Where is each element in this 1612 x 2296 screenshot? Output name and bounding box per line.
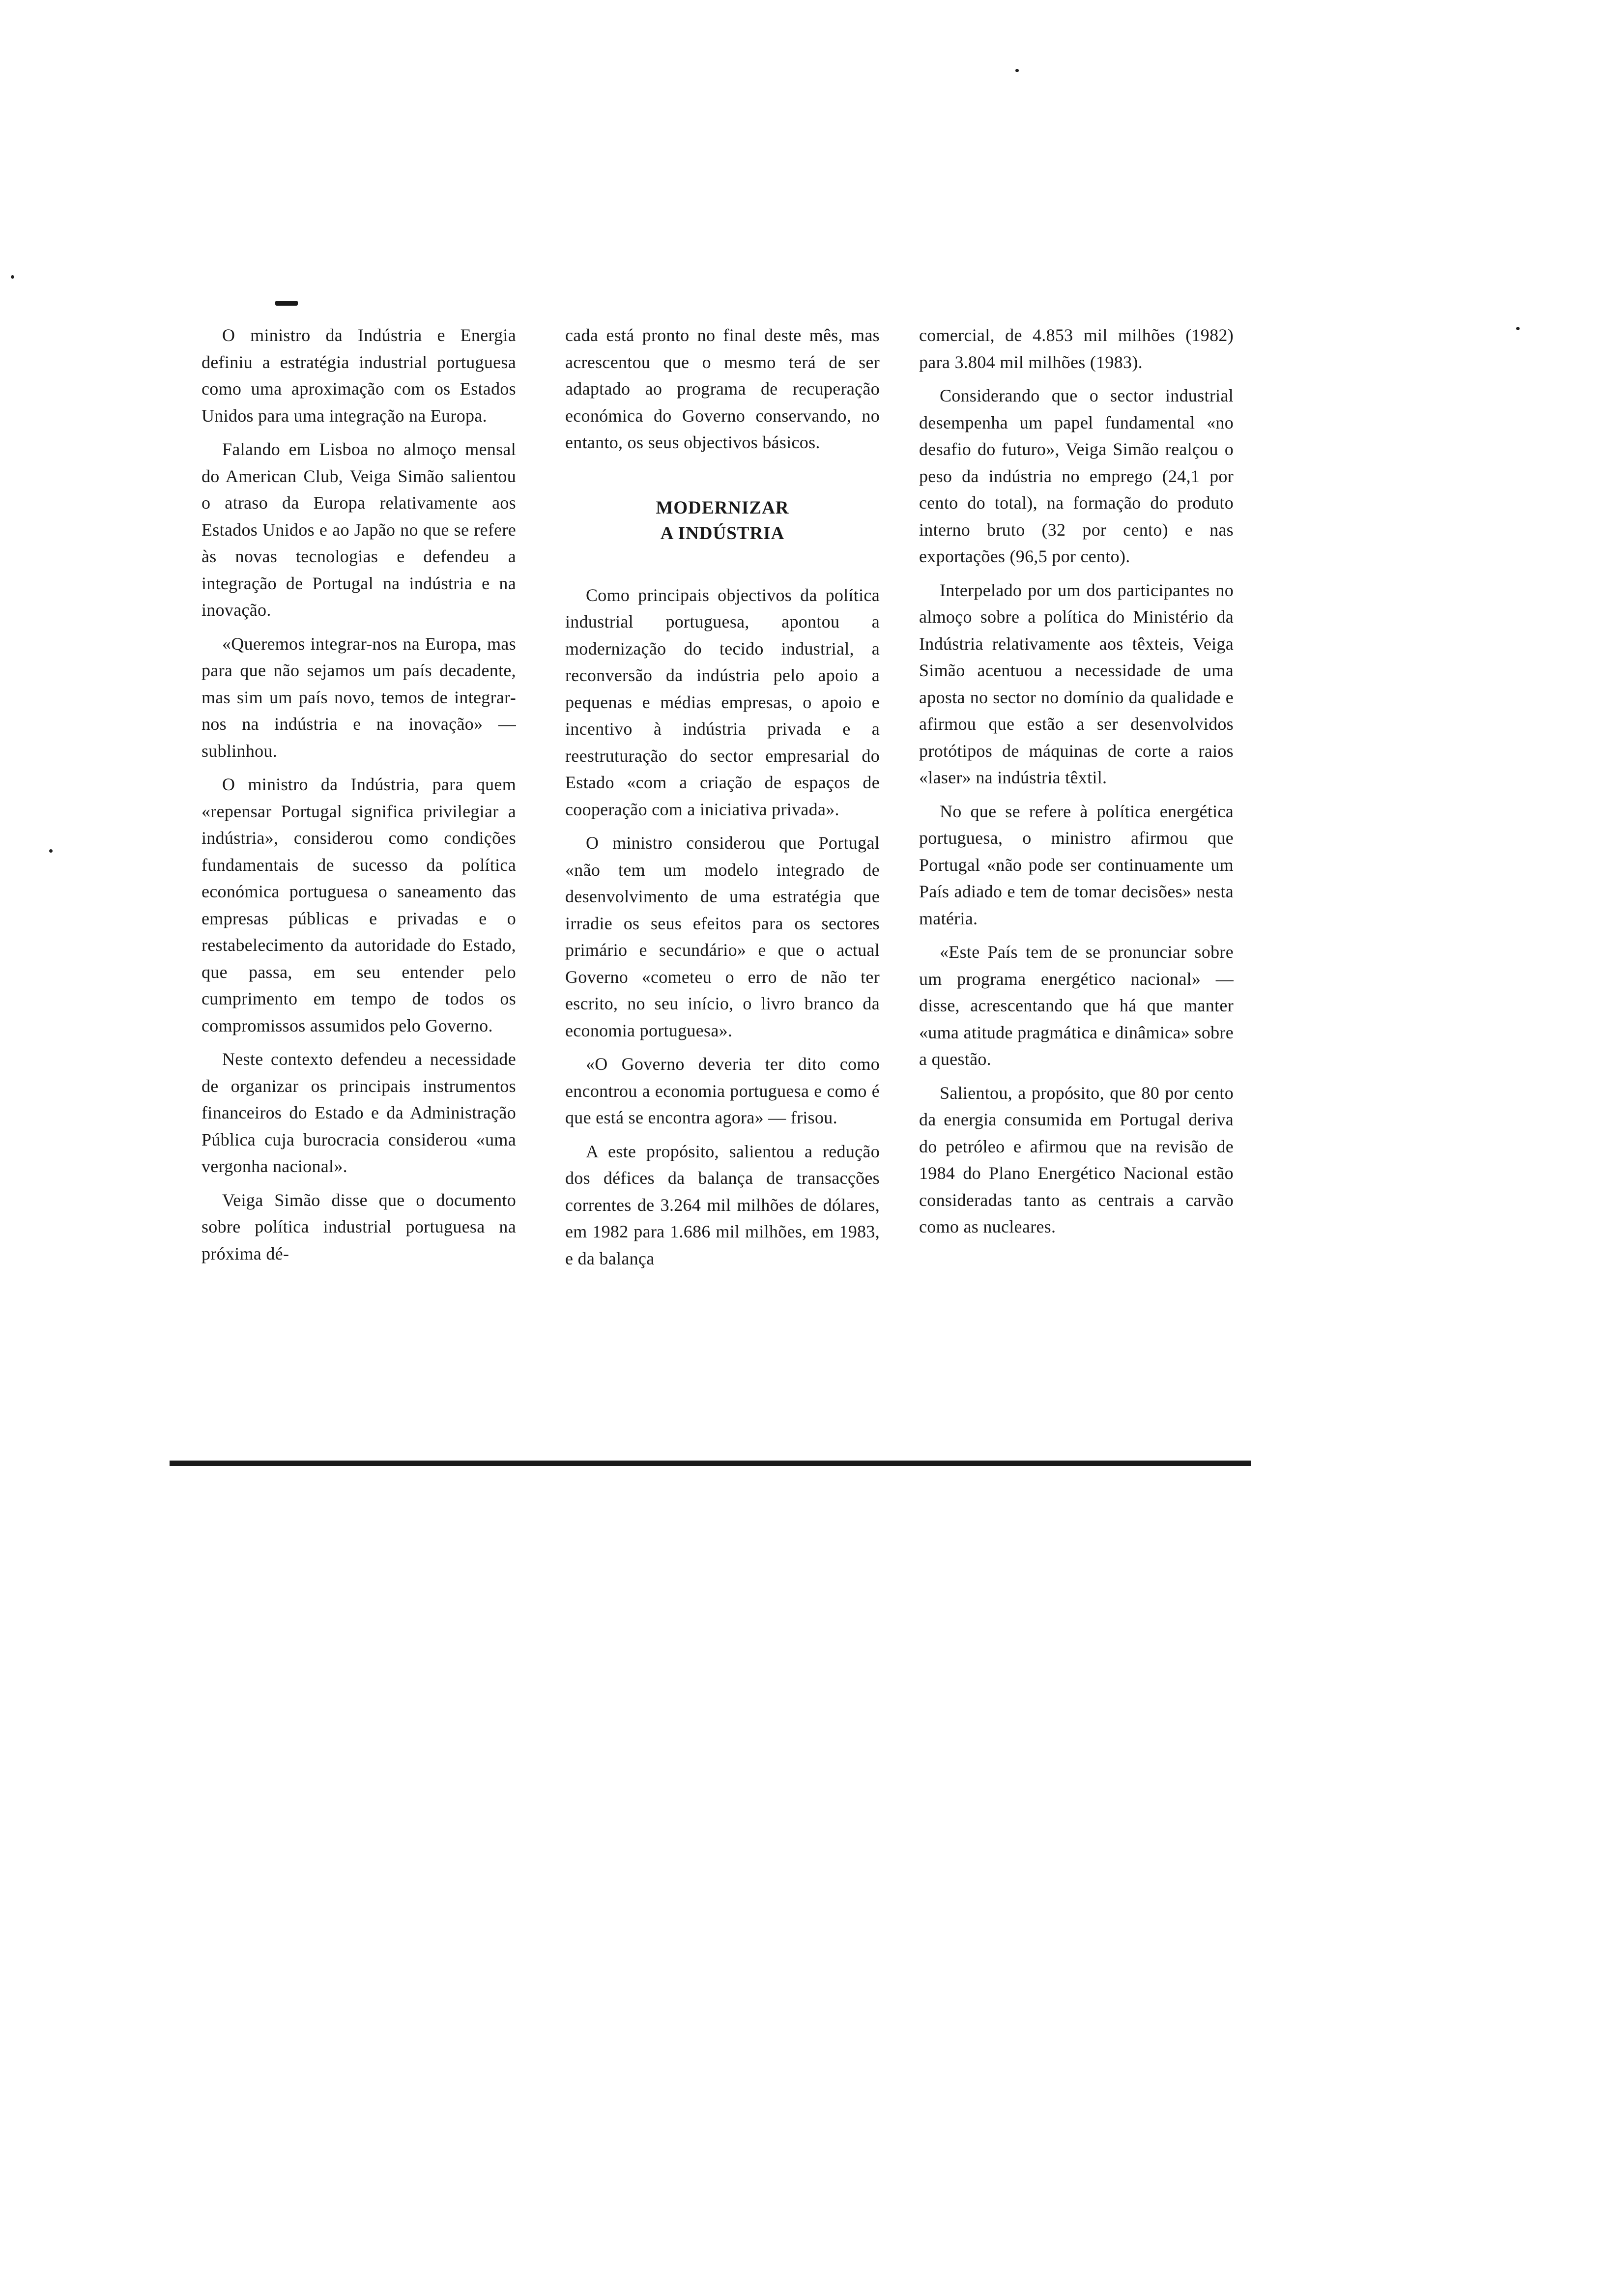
paragraph: O ministro da Indústria e Energia definiu a estratégia industrial portuguesa como uma aproximação com os Estados Unidos para uma integração na Europa. <box>202 325 516 426</box>
article-column-2 <box>565 322 880 1279</box>
paragraph: A este propósito, salientou a redução dos défices da balança de transacções correntes de 3.264 mil milhões de dólares, em 1982 para 1.686 mil milhões, em 1983, e da balança <box>565 1141 880 1268</box>
paragraph: «O Governo deveria ter dito como encontrou a economia portuguesa e como é que está se encontra agora» — frisou. <box>565 1054 880 1127</box>
paragraph: «Este País tem de se pronunciar sobre um programa energético nacional» — disse, acrescentando que há que manter «uma atitude pragmática e dinâmica» sobre a questão. <box>919 942 1234 1069</box>
paragraph: Considerando que o sector industrial desempenha um papel fundamental «no desafio do futuro», Veiga Simão realçou o peso da indústria no emprego (24,1 por cento do total), na formação do produto interno bruto (32 por cento) e nas exportações (96,5 por cento). <box>919 386 1234 566</box>
paragraph: Interpelado por um dos participantes no almoço sobre a política do Ministério da Indústria relativamente aos têxteis, Veiga Simão acentuou a necessidade de uma aposta no sector no domínio da qualidade e afirmou que estão a ser desenvolvidos protótipos de máquinas de corte a raios «laser» na indústria têxtil. <box>919 580 1234 787</box>
scan-speck <box>1015 69 1019 72</box>
paragraph: Como principais objectivos da política industrial portuguesa, apontou a modernização do tecido industrial, a reconversão da indústria pelo apoio a pequenas e médias empresas, o apoio e incentivo à indústria privada e a reestruturação do sector empresarial do Estado «com a criação de espaços de cooperação com a iniciativa privada». <box>565 585 880 819</box>
article-column-1 <box>202 322 516 1274</box>
paragraph: O ministro considerou que Portugal «não tem um modelo integrado de desenvolvimento de uma estratégia que irradie os seus efeitos para os sectores primário e secundário» e que o actual Governo «cometeu o erro de não ter escrito, no seu início, o livro branco da economia portuguesa». <box>565 833 880 1040</box>
paragraph: Veiga Simão disse que o documento sobre política industrial portuguesa na próxima dé- <box>202 1190 516 1263</box>
paragraph: Falando em Lisboa no almoço mensal do American Club, Veiga Simão salientou o atraso da Europa relativamente aos Estados Unidos e ao Japão no que se refere às novas tecnologias e defendeu a integração de Portugal na indústria e na inovação. <box>202 439 516 620</box>
paragraph: Salientou, a propósito, que 80 por cento da energia consumida em Portugal deriva do petróleo e afirmou que na revisão de 1984 do Plano Energético Nacional estão consideradas tanto as centrais a carvão como as nucleares. <box>919 1083 1234 1236</box>
scan-speck <box>49 849 53 853</box>
paragraph: cada está pronto no final deste mês, mas acrescentou que o mesmo terá de ser adaptado ao programa de recuperação económica do Governo conservando, no entanto, os seus objectivos básicos. <box>565 325 880 452</box>
section-subheading: MODERNIZAR A INDÚSTRIA <box>656 497 789 544</box>
bottom-rule <box>170 1461 1251 1466</box>
paragraph: «Queremos integrar-nos na Europa, mas para que não sejamos um país decadente, mas sim um país novo, temos de integrar-nos na indústria e na inovação» — sublinhou. <box>202 633 516 761</box>
scan-speck <box>11 275 14 279</box>
paragraph: O ministro da Indústria, para quem «repensar Portugal significa privilegiar a indústria», considerou como condições fundamentais de sucesso da política económica portuguesa o saneamento das empresas públicas e privadas e o restabelecimento da autoridade do Estado, que passa, em seu entender pelo cumprimento em tempo de todos os compromissos assumidos pelo Governo. <box>202 775 516 1035</box>
article-column-3 <box>919 322 1234 1247</box>
scan-speck <box>1516 327 1520 330</box>
paragraph: Neste contexto defendeu a necessidade de organizar os principais instrumentos financeiros do Estado e da Administração Pública cuja burocracia considerou «uma vergonha nacional». <box>202 1049 516 1176</box>
paragraph: No que se refere à política energética portuguesa, o ministro afirmou que Portugal «não pode ser continuamente um País adiado e tem de tomar decisões» nesta matéria. <box>919 801 1234 928</box>
top-dash-mark <box>275 301 298 306</box>
paragraph: comercial, de 4.853 mil milhões (1982) para 3.804 mil milhões (1983). <box>919 325 1234 372</box>
